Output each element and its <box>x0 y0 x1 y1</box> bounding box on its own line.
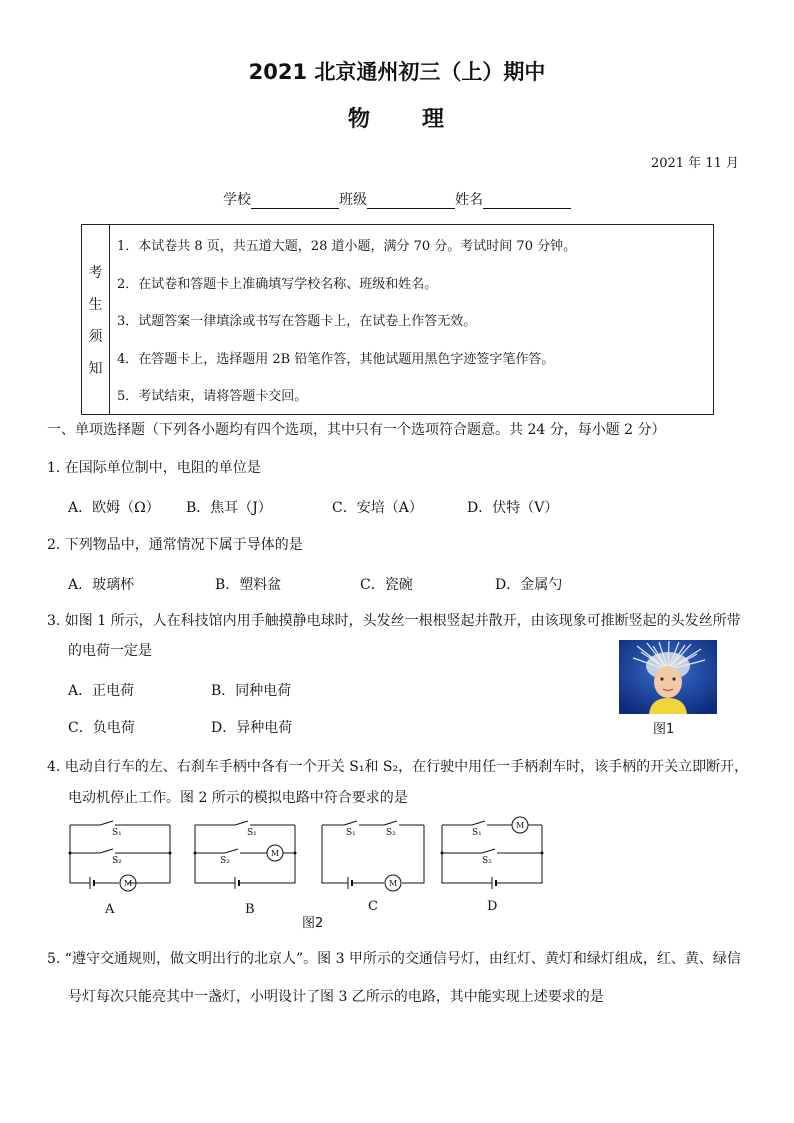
subject-char-1: 物 <box>347 107 372 132</box>
class-label: 班级 <box>339 192 367 208</box>
q3-option-d[interactable]: D．异种电荷 <box>211 720 293 736</box>
name-label: 姓名 <box>455 192 483 208</box>
circuit-c-s2-label: S₂ <box>386 828 396 838</box>
subject-title <box>0 102 794 133</box>
notice-items <box>110 225 713 414</box>
notice-item: 2．在试卷和答题卡上准确填写学校名称、班级和姓名。 <box>117 276 438 292</box>
exam-title: 2021 北京通州初三（上）期中 <box>248 60 546 84</box>
question-5-stem-line1: 5. “遵守交通规则，做文明出行的北京人”。图 3 甲所示的交通信号灯，由红灯、黄灯和绿灯组成，红、黄、绿信 <box>47 951 741 967</box>
circuit-diagrams <box>60 815 560 895</box>
question-3-stem-line1: 3. 如图 1 所示，人在科技馆内用手触摸静电球时，头发丝一根根竖起并散开，由该现象可推断竖起的头发丝所带 <box>47 613 741 629</box>
notice-side-char: 知 <box>88 360 103 377</box>
question-2-stem: 2. 下列物品中，通常情况下属于导体的是 <box>47 537 303 553</box>
figure-2-label: 图2 <box>302 916 324 931</box>
notice-item: 5．考试结束，请将答题卡交回。 <box>117 389 308 404</box>
notice-side-label <box>82 225 110 414</box>
question-1-stem: 1. 在国际单位制中，电阻的单位是 <box>47 460 261 476</box>
q2-option-c[interactable]: C．瓷碗 <box>360 577 413 593</box>
q1-option-d[interactable]: D．伏特（V） <box>467 500 559 516</box>
circuit-label-d[interactable]: D <box>487 899 498 914</box>
figure-1-label: 图1 <box>653 722 675 737</box>
school-label: 学校 <box>223 192 251 208</box>
question-3-stem-line2: 的电荷一定是 <box>68 643 152 659</box>
circuit-d-s1-label: S₁ <box>472 828 482 838</box>
student-info-line <box>0 189 794 209</box>
circuit-label-c[interactable]: C <box>368 899 378 914</box>
circuit-label-b[interactable]: B <box>245 902 255 917</box>
circuit-b-s1-label: S₁ <box>247 828 257 838</box>
exam-notice-box <box>81 224 714 415</box>
q2-option-a[interactable]: A．玻璃杯 <box>68 577 135 593</box>
circuit-c-motor-label: M <box>389 879 398 888</box>
notice-item: 4．在答题卡上，选择题用 2B 铅笔作答，其他试题用黑色字迹签字笔作答。 <box>117 351 555 367</box>
q2-option-d[interactable]: D．金属勺 <box>495 577 563 593</box>
circuit-label-a[interactable]: A <box>105 902 115 917</box>
circuit-c-s1-label: S₁ <box>346 828 356 838</box>
notice-side-char: 生 <box>88 296 103 313</box>
circuit-b <box>195 821 295 889</box>
q3-option-a[interactable]: A．正电荷 <box>68 683 135 699</box>
circuit-c <box>322 821 424 891</box>
notice-item: 3．试题答案一律填涂或书写在答题卡上，在试卷上作答无效。 <box>117 314 477 329</box>
circuit-b-s2-label: S₂ <box>220 856 230 866</box>
circuit-a-s1-label: S₁ <box>112 828 122 838</box>
circuit-a-s2-label: S₂ <box>112 856 122 866</box>
class-field[interactable] <box>367 192 455 209</box>
q1-option-c[interactable]: C．安培（A） <box>332 500 423 516</box>
question-4-stem-line2: 电动机停止工作。图 2 所示的模拟电路中符合要求的是 <box>68 790 408 806</box>
question-5-stem-line2: 号灯每次只能亮其中一盏灯，小明设计了图 3 乙所示的电路，其中能实现上述要求的是 <box>68 989 604 1005</box>
school-field[interactable] <box>251 192 339 209</box>
q1-option-b[interactable]: B．焦耳（J） <box>186 500 272 516</box>
circuit-d <box>442 817 542 889</box>
notice-side-char: 考 <box>88 264 103 281</box>
circuit-a-motor-label: M <box>124 879 133 888</box>
name-field[interactable] <box>483 192 571 209</box>
q3-option-b[interactable]: B．同种电荷 <box>211 683 292 699</box>
section-heading: 一、单项选择题（下列各小题均有四个选项，其中只有一个选项符合题意。共 24 分，每小题 2 分） <box>47 422 666 438</box>
q1-option-a[interactable]: A．欧姆（Ω） <box>68 500 160 516</box>
question-4-stem-line1: 4. 电动自行车的左、右刹车手柄中各有一个开关 S₁和 S₂，在行驶中用任一手柄刹车时，该手柄的开关立即断开， <box>47 759 749 775</box>
figure-1-photo <box>619 640 717 714</box>
exam-date: 2021 年 11 月 <box>650 156 739 171</box>
figure-2-circuits <box>60 815 560 895</box>
q2-option-b[interactable]: B．塑料盆 <box>215 577 282 593</box>
circuit-b-motor-label: M <box>271 849 280 858</box>
notice-side-char: 须 <box>88 328 103 345</box>
subject-char-2: 理 <box>422 107 447 132</box>
q3-option-c[interactable]: C．负电荷 <box>68 720 135 736</box>
notice-item: 1．本试卷共 8 页，共五道大题，28 道小题，满分 70 分。考试时间 70 分钟。 <box>117 239 577 254</box>
circuit-d-s2-label: S₂ <box>482 856 492 866</box>
circuit-d-motor-label: M <box>516 821 525 830</box>
